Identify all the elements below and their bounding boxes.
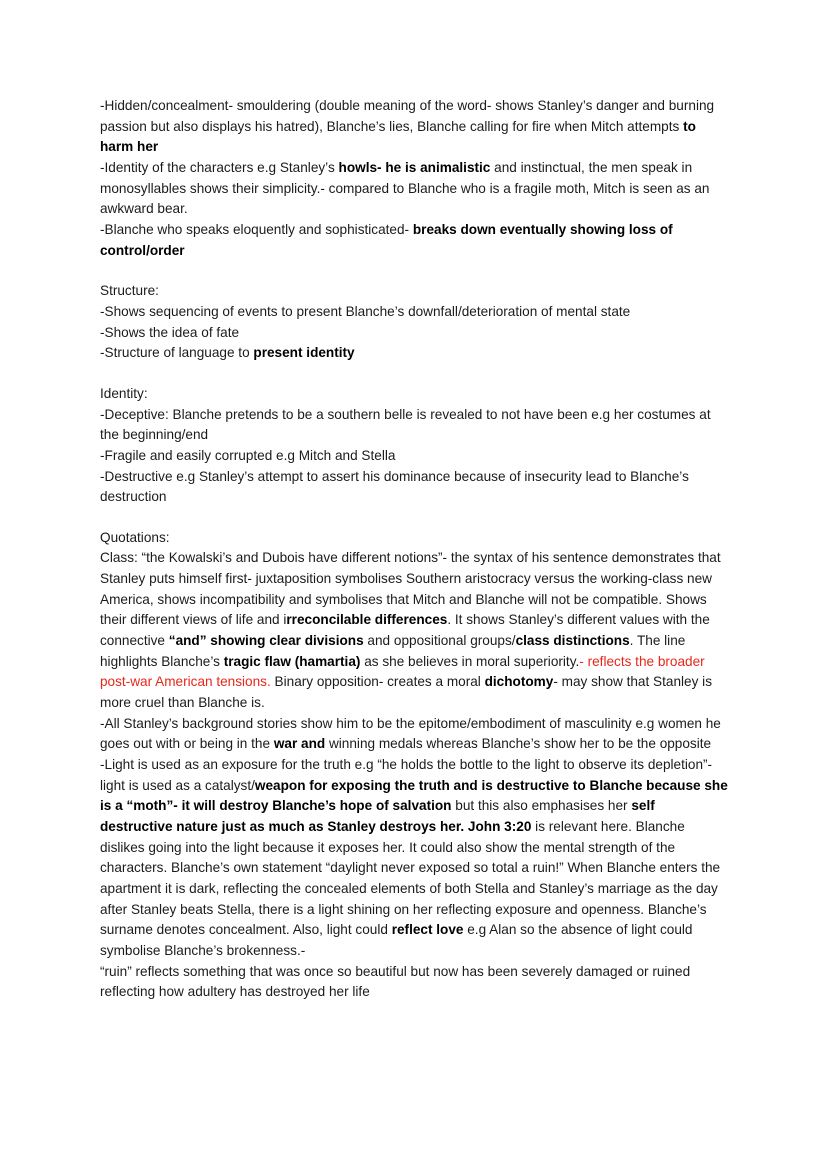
para-light-exposure [100, 755, 728, 962]
text-run: rreconcilable differences [286, 612, 448, 628]
text-run: -Light is used as an exposure for the truth e.g “he holds the bottle to the light to observe its depletion”- light is used as a catalyst/ [100, 757, 713, 793]
text-run: e.g Alan so the absence of light could symbolise Blanche’s brokenness.- [100, 922, 693, 958]
text-run: -Blanche who speaks eloquently and sophisticated- [100, 221, 413, 237]
text-run: class distinctions [515, 633, 630, 649]
text-run: as she believes in moral superiority. [360, 653, 580, 669]
text-run: . It shows Stanley’s different values with the connective [100, 612, 710, 649]
text-run: reflect love [391, 922, 464, 938]
text-run: -All Stanley’s background stories show him to be the epitome/embodiment of masculinity e.g women he goes out with or being in the [100, 715, 721, 752]
para-structure-sequencing [100, 302, 728, 323]
para-structure-fate [100, 323, 728, 344]
para-structure-language [100, 343, 728, 364]
heading-structure [100, 281, 728, 302]
text-run: Identity: [100, 385, 148, 401]
para-identity-destructive [100, 467, 728, 508]
text-run: Quotations: [100, 529, 170, 545]
text-run: winning medals whereas Blanche’s show her to be the opposite [325, 736, 712, 752]
text-run: -Shows the idea of fate [100, 324, 240, 340]
text-run: “and” showing clear divisions [168, 633, 364, 649]
text-run: -Fragile and easily corrupted e.g Mitch and Stella [100, 447, 396, 463]
text-run: is relevant here. Blanche dislikes going into the light because it exposes her. It could also show the mental strength of the characters. Blanche’s own statement “daylight never exposed so total a ruin!” When Blanche enters the apartment it is dark, reflecting the concealed elements of both Stella and Stanley’s marriage as the day after Stanley beats Stella, there is a light shining on her reflecting exposure and openness. Blanche’s surname denotes concealment. Also, light could [100, 819, 721, 938]
text-run: and instinctual, the men speak in monosyllables shows their simplicity.- compared to Blanche who is a fragile moth, Mitch is seen as an awkward bear. [100, 159, 710, 217]
para-identity-of-characters [100, 158, 728, 220]
text-run: - may show that Stanley is more cruel than Blanche is. [100, 674, 712, 711]
text-run: tragic flaw (hamartia) [223, 653, 361, 669]
text-run: “ruin” reflects something that was once so beautiful but now has been severely damaged or ruined reflecting how adultery has destroyed her life [100, 963, 691, 1000]
text-run: Structure: [100, 283, 159, 299]
para-stanley-background [100, 714, 728, 755]
text-run: howls- he is animalistic [338, 159, 491, 175]
spacer-3 [100, 508, 728, 528]
para-identity-fragile [100, 446, 728, 467]
para-ruin-reflects [100, 962, 728, 1003]
text-run: present identity [253, 345, 355, 361]
text-run: weapon for exposing the truth and is destructive to Blanche because she is a “moth”- it will destroy Blanche’s hope of salvation [100, 777, 728, 814]
text-run: -Deceptive: Blanche pretends to be a southern belle is revealed to not have been e.g her costumes at the beginning/end [100, 406, 711, 443]
para-hidden-concealment [100, 96, 728, 158]
text-run: self destructive nature just as much as Stanley destroys her. John 3:20 [100, 798, 655, 834]
text-run: - reflects the broader post-war American tensions. [100, 653, 705, 690]
para-identity-deceptive [100, 405, 728, 446]
text-run: war and [273, 736, 326, 752]
spacer-2 [100, 364, 728, 384]
heading-identity [100, 384, 728, 405]
text-run: Class: “the Kowalski’s and Dubois have different notions”- the syntax of his sentence demonstrates that Stanley puts himself first- juxtaposition symbolises Southern aristocracy versus the working-class new America, shows incompatibility and symbolises that Mitch and Blanche will not be compatible. Shows their different views of life and i [100, 550, 721, 628]
document-body [100, 96, 728, 1003]
heading-quotations [100, 528, 728, 549]
text-run: -Shows sequencing of events to present Blanche’s downfall/deterioration of mental state [100, 303, 631, 319]
para-blanche-speaks-eloquently [100, 220, 728, 261]
text-run: -Destructive e.g Stanley’s attempt to assert his dominance because of insecurity lead to Blanche’s destruction [100, 468, 689, 505]
text-run: dichotomy [484, 674, 554, 690]
spacer-1 [100, 261, 728, 281]
text-run: Binary opposition- creates a moral [270, 674, 485, 690]
text-run: to harm her [100, 118, 696, 155]
text-run: . The line highlights Blanche’s [100, 633, 686, 669]
text-run: and oppositional groups/ [363, 633, 516, 649]
text-run: but this also emphasises her [451, 798, 632, 814]
text-run: -Identity of the characters e.g Stanley’s [100, 159, 339, 175]
text-run: -Hidden/concealment- smouldering (double meaning of the word- shows Stanley’s danger and burning passion but also displays his hatred), Blanche’s lies, Blanche calling for fire when Mitch attempts [100, 98, 715, 134]
text-run: -Structure of language to [100, 345, 254, 361]
text-run: breaks down eventually showing loss of control/order [100, 221, 673, 258]
para-quotation-class [100, 548, 728, 713]
